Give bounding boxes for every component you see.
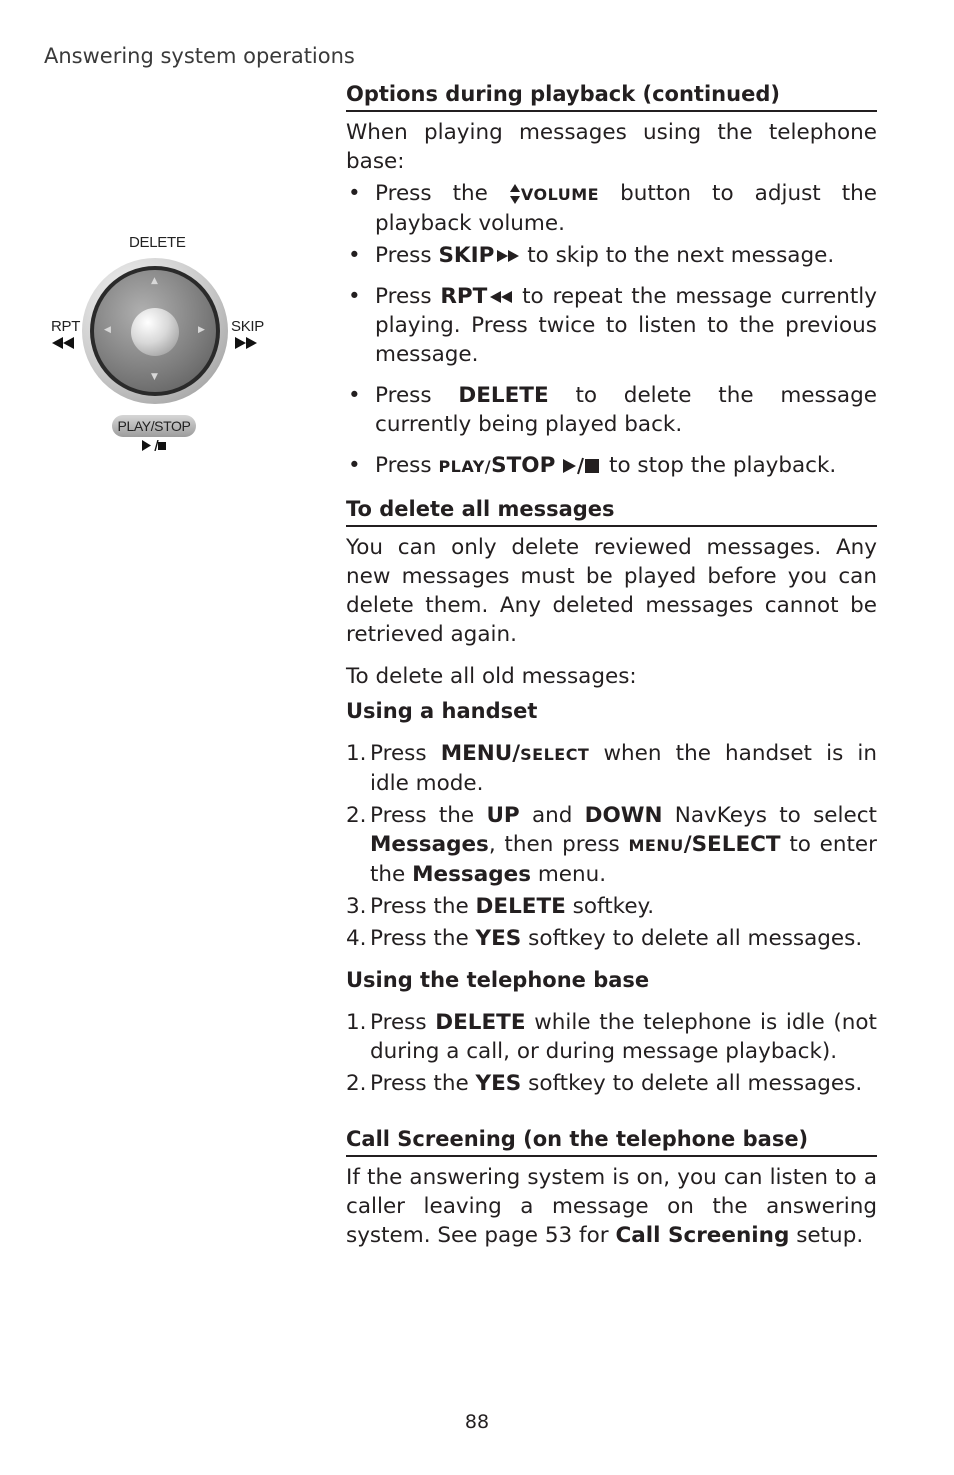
- volume-updown-icon: [509, 183, 521, 205]
- delete-label: DELETE: [129, 234, 186, 251]
- play-stop-icon: [142, 440, 166, 451]
- handset-steps: [346, 739, 877, 953]
- list-item: • Press SKIP to skip to the next message.: [346, 241, 877, 270]
- navigation-pad-diagram: [44, 232, 276, 454]
- base-subheading: Using the telephone base: [346, 968, 650, 992]
- list-item: • Press RPT to repeat the message currently playing. Press twice to listen to the previous message.: [346, 282, 877, 369]
- left-arrow-icon: ◀: [104, 325, 111, 335]
- list-item: 1. Press DELETE while the telephone is idle (not during a call, or during message playback).: [346, 1010, 877, 1064]
- delete-all-para: You can only delete reviewed messages. Any new messages must be played before you can delete them. Any deleted messages cannot be retrieved again.: [346, 535, 877, 647]
- center-button: [131, 308, 179, 356]
- fast-forward-icon: [496, 249, 520, 263]
- options-list: [346, 179, 877, 481]
- list-item: • Press DELETE to delete the message currently being played back.: [346, 381, 877, 439]
- list-item: 4. Press the YES softkey to delete all messages.: [346, 926, 863, 951]
- right-arrow-icon: ▶: [198, 325, 205, 335]
- options-intro: When playing messages using the telephone base:: [346, 120, 877, 174]
- skip-label: SKIP: [231, 318, 264, 335]
- options-heading: Options during playback (continued): [346, 80, 877, 112]
- list-item: • Press the VOLUME button to adjust the playback volume.: [346, 179, 877, 238]
- rewind-icon: [489, 290, 513, 304]
- delete-all-heading: To delete all messages: [346, 495, 877, 527]
- handset-subheading: Using a handset: [346, 699, 538, 723]
- rewind-icon: [52, 337, 74, 349]
- playstop-label: PLAY/STOP: [112, 415, 196, 437]
- list-item: 2. Press the UP and DOWN NavKeys to select Messages, then press MENU/SELECT to enter the Messages menu.: [346, 803, 878, 887]
- list-item: 3. Press the DELETE softkey.: [346, 894, 655, 919]
- list-item: • Press PLAY/STOP to stop the playback.: [346, 451, 877, 481]
- list-item: 2. Press the YES softkey to delete all messages.: [346, 1071, 863, 1096]
- play-stop-icon: [562, 457, 602, 475]
- rpt-label: RPT: [51, 318, 81, 335]
- delete-all-lead: To delete all old messages:: [346, 664, 637, 689]
- list-item: 1. Press MENU/SELECT when the handset is in idle mode.: [346, 741, 877, 796]
- page-number: 88: [464, 1411, 490, 1433]
- main-content: [346, 80, 877, 1250]
- running-head: Answering system operations: [44, 44, 355, 68]
- down-arrow-icon: ▼: [151, 372, 158, 382]
- base-steps: [346, 1008, 877, 1098]
- up-arrow-icon: ▲: [151, 276, 158, 286]
- fast-forward-icon: [235, 337, 257, 349]
- screening-para: If the answering system is on, you can listen to a caller leaving a message on the answering system. See page 53 for Call Screening setup.: [346, 1165, 877, 1248]
- screening-heading: Call Screening (on the telephone base): [346, 1125, 877, 1157]
